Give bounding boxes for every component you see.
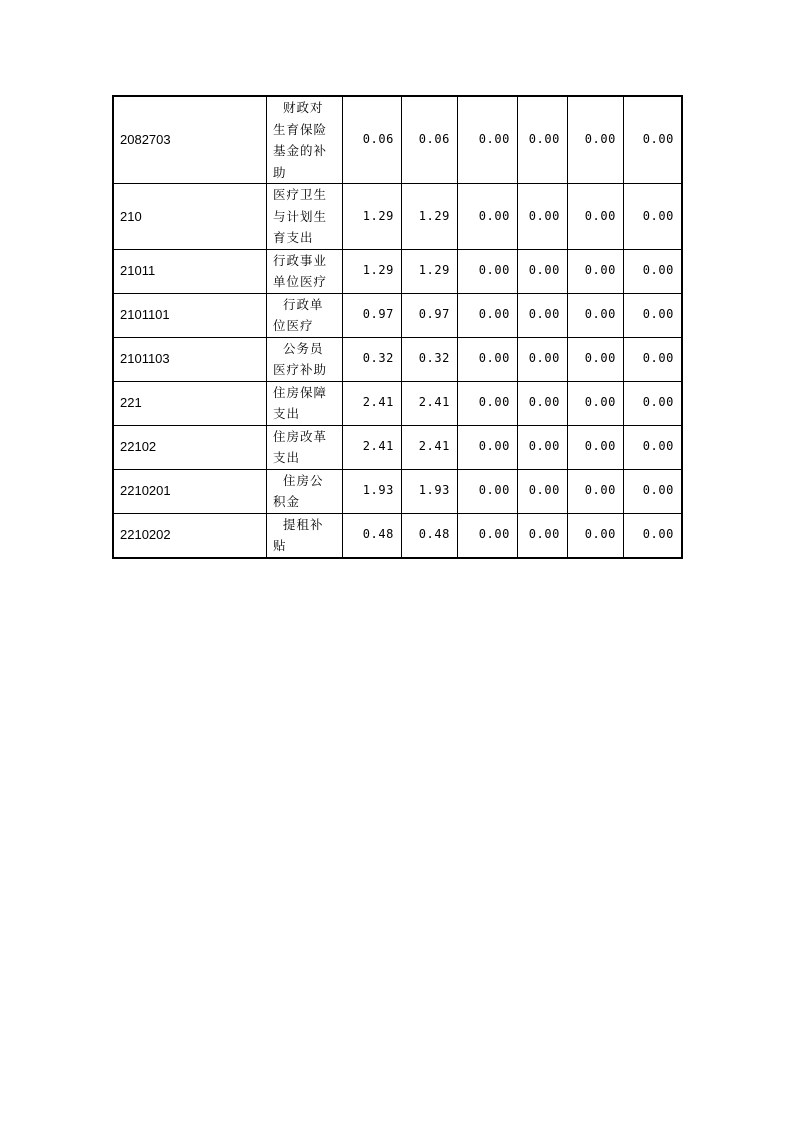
row-value-2: 1.29 [402,249,458,293]
row-value-1: 0.32 [343,337,402,381]
row-name-text: 医疗卫生与计划生育支出 [273,187,328,245]
row-value-4: 0.00 [518,425,568,469]
table-row [114,249,682,293]
row-value-6: 0.00 [624,425,682,469]
row-value-2: 1.93 [402,469,458,513]
row-value-2: 0.97 [402,293,458,337]
row-code: 210 [114,184,267,250]
row-value-4: 0.00 [518,97,568,184]
table-row [114,513,682,557]
row-value-1: 0.48 [343,513,402,557]
row-code: 2101101 [114,293,267,337]
row-name [267,293,343,337]
row-name-text: 财政对生育保险基金的补助 [273,100,328,180]
row-value-6: 0.00 [624,337,682,381]
row-value-6: 0.00 [624,381,682,425]
row-value-1: 0.97 [343,293,402,337]
row-value-2: 0.06 [402,97,458,184]
row-value-6: 0.00 [624,469,682,513]
row-value-3: 0.00 [458,425,518,469]
row-value-5: 0.00 [568,513,624,557]
row-name-text: 住房改革支出 [273,428,328,465]
row-value-6: 0.00 [624,97,682,184]
row-value-5: 0.00 [568,184,624,250]
row-value-5: 0.00 [568,97,624,184]
table-row [114,425,682,469]
row-value-5: 0.00 [568,293,624,337]
row-value-6: 0.00 [624,184,682,250]
row-name-text: 住房保障支出 [273,384,328,421]
row-value-2: 0.48 [402,513,458,557]
row-value-2: 2.41 [402,425,458,469]
row-value-2: 1.29 [402,184,458,250]
row-value-6: 0.00 [624,249,682,293]
row-value-2: 0.32 [402,337,458,381]
row-value-3: 0.00 [458,293,518,337]
row-name-text: 住房公积金 [273,472,324,509]
row-value-1: 1.93 [343,469,402,513]
row-name [267,97,343,184]
row-value-3: 0.00 [458,513,518,557]
row-value-4: 0.00 [518,513,568,557]
row-name [267,337,343,381]
row-value-3: 0.00 [458,469,518,513]
row-value-1: 2.41 [343,425,402,469]
table-body [114,97,682,558]
row-value-2: 2.41 [402,381,458,425]
row-value-3: 0.00 [458,249,518,293]
row-value-3: 0.00 [458,184,518,250]
row-value-5: 0.00 [568,469,624,513]
table-row [114,381,682,425]
row-value-6: 0.00 [624,513,682,557]
row-name-text: 行政事业单位医疗 [273,252,328,289]
row-value-1: 1.29 [343,184,402,250]
row-value-1: 2.41 [343,381,402,425]
row-code: 2082703 [114,97,267,184]
row-name-text: 提租补贴 [273,516,324,553]
row-name [267,249,343,293]
table-row [114,184,682,250]
row-value-4: 0.00 [518,249,568,293]
row-name-text: 公务员医疗补助 [273,340,328,377]
row-value-5: 0.00 [568,381,624,425]
row-code: 22102 [114,425,267,469]
row-value-3: 0.00 [458,381,518,425]
row-value-3: 0.00 [458,97,518,184]
row-value-5: 0.00 [568,249,624,293]
row-code: 21011 [114,249,267,293]
row-value-3: 0.00 [458,337,518,381]
row-value-4: 0.00 [518,184,568,250]
table-row [114,337,682,381]
row-code: 2210202 [114,513,267,557]
row-name [267,513,343,557]
table-row [114,97,682,184]
budget-table [113,96,682,558]
row-value-1: 1.29 [343,249,402,293]
row-value-1: 0.06 [343,97,402,184]
row-code: 2210201 [114,469,267,513]
row-code: 221 [114,381,267,425]
row-value-4: 0.00 [518,293,568,337]
table-row [114,293,682,337]
row-name [267,425,343,469]
row-name-text: 行政单位医疗 [273,296,324,333]
row-code: 2101103 [114,337,267,381]
row-value-5: 0.00 [568,337,624,381]
row-value-4: 0.00 [518,381,568,425]
row-value-4: 0.00 [518,469,568,513]
row-name [267,381,343,425]
table-row [114,469,682,513]
row-value-6: 0.00 [624,293,682,337]
row-value-5: 0.00 [568,425,624,469]
row-name [267,184,343,250]
row-name [267,469,343,513]
row-value-4: 0.00 [518,337,568,381]
